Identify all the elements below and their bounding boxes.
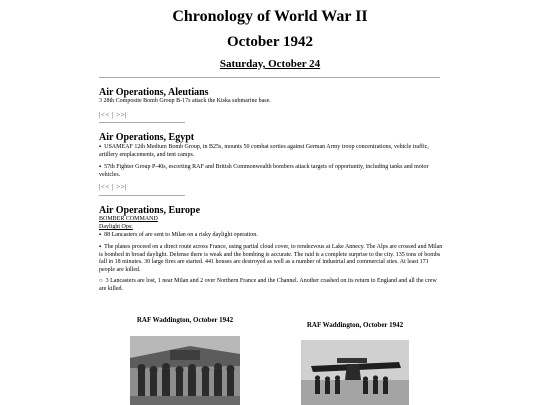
- divider: [99, 77, 440, 78]
- list-item: [99, 232, 444, 240]
- bullet-icon: ▪: [99, 144, 105, 150]
- section-text-aleutians: 3 28th Composite Bomb Group B-17s attack the Kiska submarine base.: [99, 98, 271, 104]
- circle-bullet-icon: ○: [99, 278, 106, 284]
- nav-separator: |: [112, 111, 114, 119]
- photo-caption: RAF Waddington, October 1942: [136, 316, 234, 324]
- site-title: Chronology of World War II: [172, 8, 368, 25]
- list-item-text: The planes proceed on a direct route across France, using partial cloud cover, to rendezvous at Lake Annecy. The Alps are crossed and Milan is bombed in broad daylight. Defense there is weak and the bombing is accurate. The raid is a complete surprise to the city. 135 tons of bombs fall in 18 minutes. 30 large fires are started. 441 houses are destroyed as well as a number of industrial and commercial sites. At least 171 people are killed.: [99, 244, 443, 273]
- list-item: [99, 244, 444, 274]
- bullet-icon: ▪: [99, 244, 105, 250]
- next-link[interactable]: >>|: [116, 183, 127, 191]
- month-title: October 1942: [227, 34, 313, 50]
- bullet-icon: ▪: [99, 164, 105, 170]
- list-item-text: USAMEAF 12th Medium Bomb Group, in B25s, mounts 50 combat sorties against German Army troop concentrations, vehicle traffic, artillery emplacements, and tent camps.: [99, 144, 429, 158]
- list-item: [99, 144, 444, 159]
- divider-short: [99, 122, 185, 123]
- bullet-icon: ▪: [99, 232, 105, 238]
- list-item-text: 57th Fighter Group P-40s, escorting RAF and British Commonwealth bombers attack targets of opportunity, including tanks and motor vehicles.: [99, 164, 429, 178]
- nav-links-2: [99, 183, 127, 191]
- photo-raf-waddington-crew[interactable]: [130, 336, 240, 405]
- section-title-egypt: Air Operations, Egypt: [99, 132, 195, 143]
- list-item: [99, 278, 444, 293]
- date-heading: Saturday, October 24: [219, 58, 321, 70]
- photo-raf-waddington-lancaster[interactable]: [301, 340, 409, 405]
- nav-separator: |: [112, 183, 114, 191]
- section-title-europe: Air Operations, Europe: [99, 205, 201, 216]
- subheading-daylight-ops: Daylight Ops:: [99, 224, 133, 230]
- prev-link[interactable]: |<<: [99, 183, 110, 191]
- subheading-bomber-command: BOMBER COMMAND: [99, 216, 158, 222]
- list-item-text: 3 Lancasters are lost, 1 near Milan and 2 over Northern France and the Channel. Another crashed on its return to England and all the crew are killed.: [99, 278, 437, 292]
- divider-short: [99, 195, 185, 196]
- next-link[interactable]: >>|: [116, 111, 127, 119]
- list-item: [99, 164, 444, 179]
- section-title-aleutians: Air Operations, Aleutians: [99, 87, 209, 98]
- list-item-text: 88 Lancasters of are sent to Milan on a risky daylight operation.: [104, 232, 258, 238]
- photo-caption: RAF Waddington, October 1942: [306, 321, 404, 329]
- nav-links-1: [99, 111, 127, 119]
- prev-link[interactable]: |<<: [99, 111, 110, 119]
